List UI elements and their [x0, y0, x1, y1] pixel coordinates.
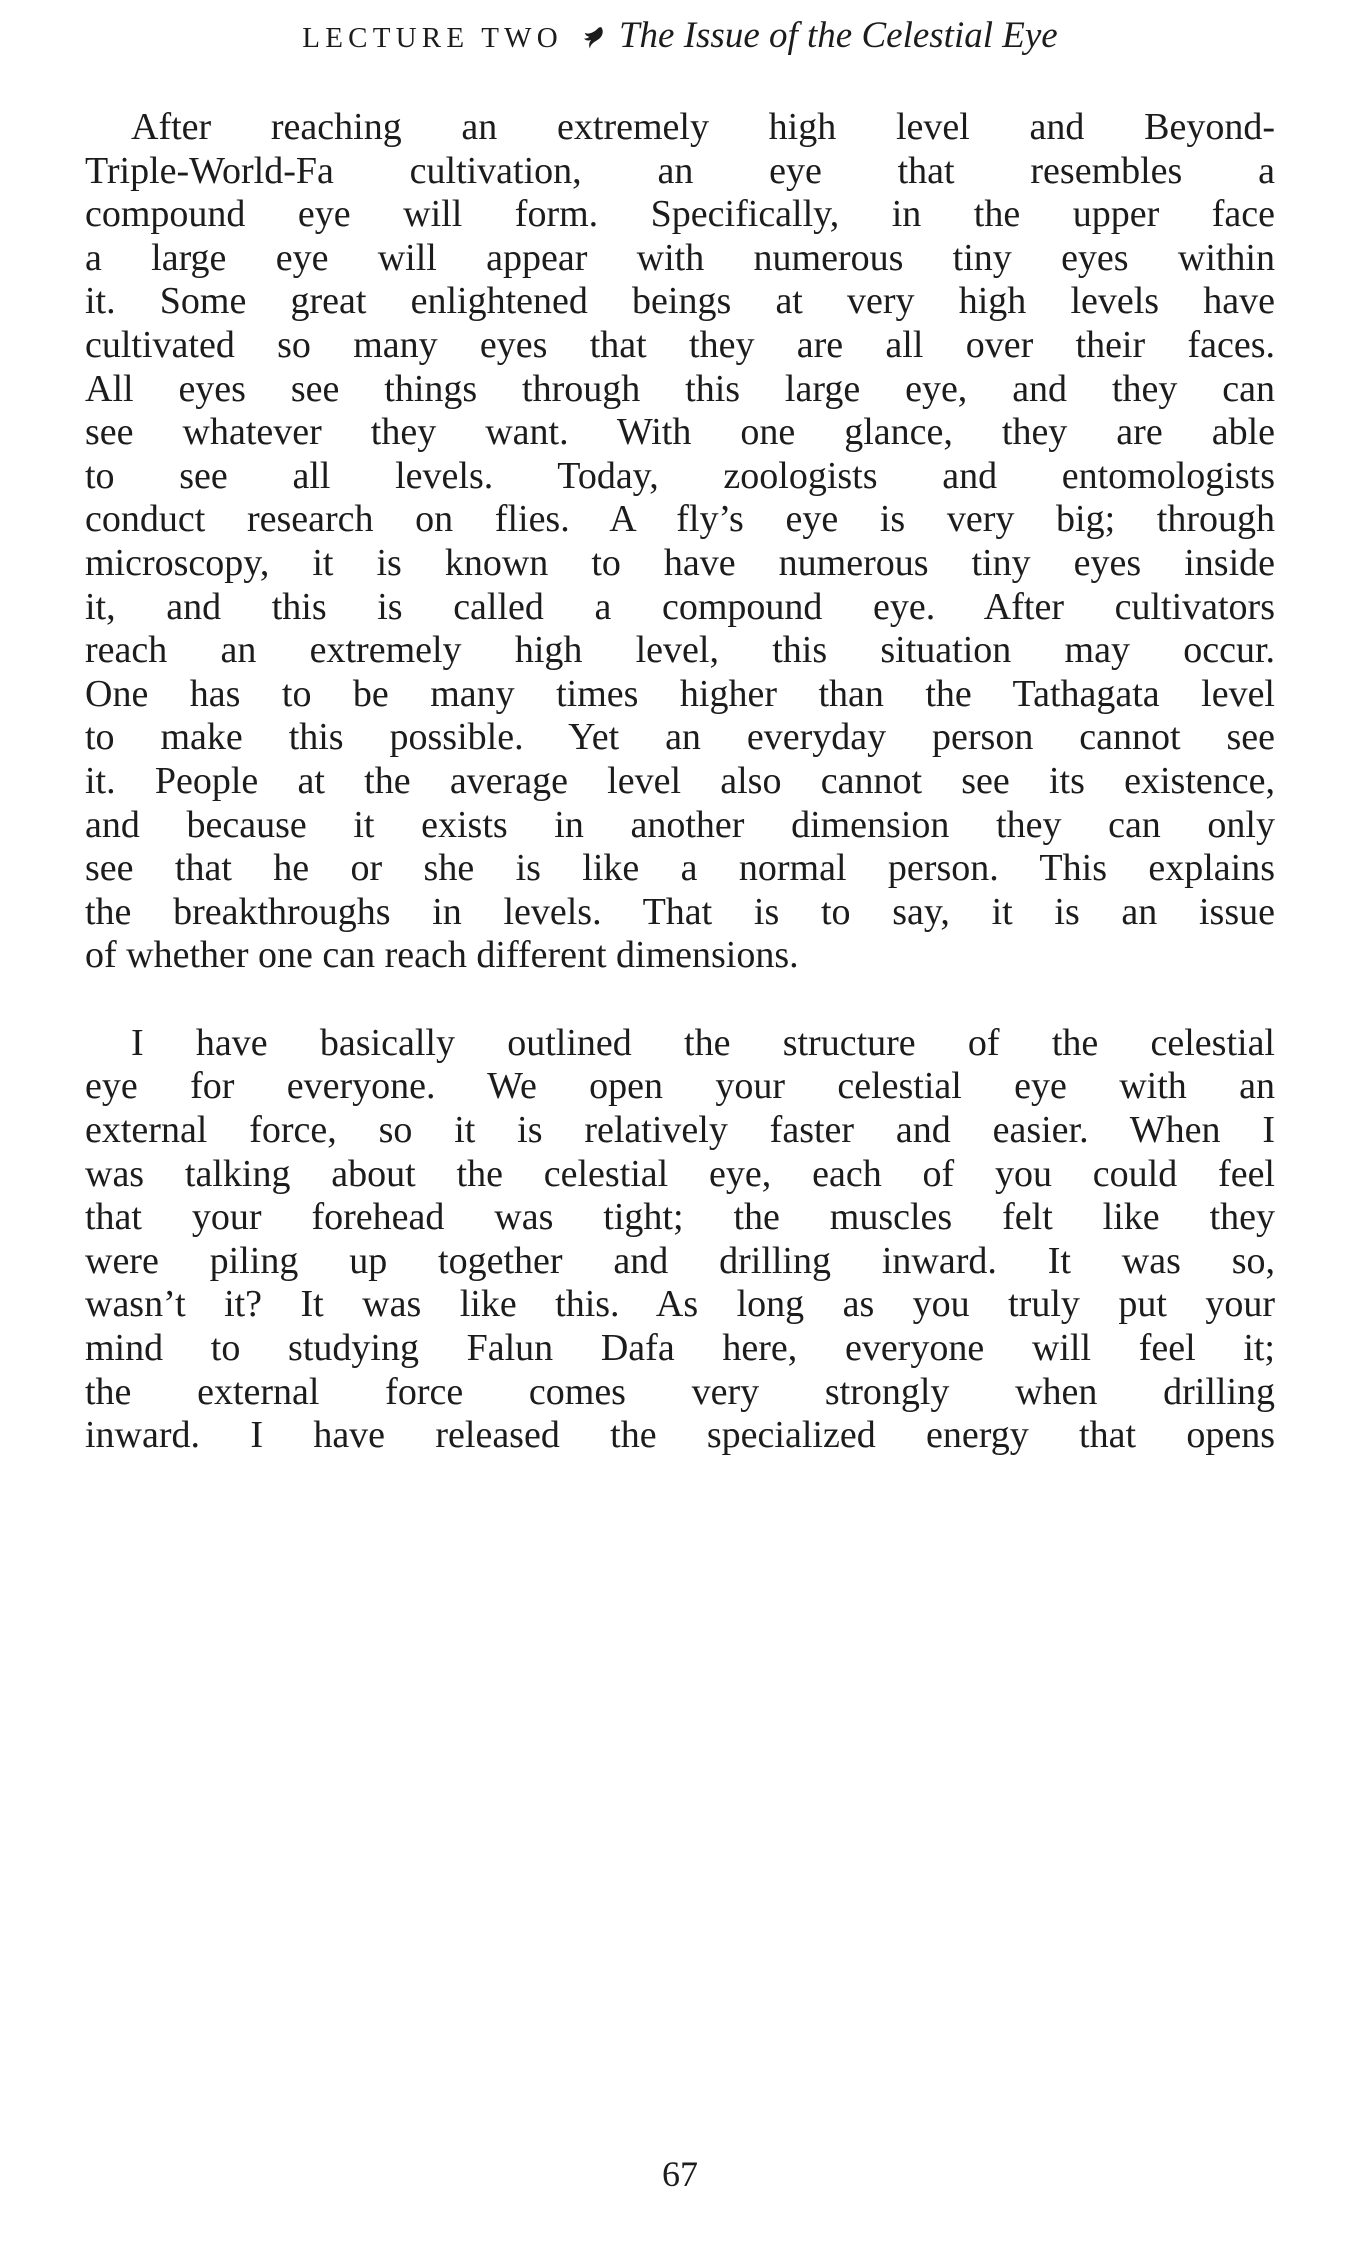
- text-line: a large eye will appear with numerous tiny eyes within: [85, 236, 1275, 279]
- text-line: to see all levels. Today, zoologists and entomologists: [85, 454, 1275, 497]
- text-line: of whether one can reach different dimensions.: [85, 934, 799, 977]
- lecture-label: LECTURE TWO: [302, 22, 563, 54]
- text-line: was talking about the celestial eye, each of you could feel: [85, 1152, 1275, 1195]
- chapter-title: The Issue of the Celestial Eye: [618, 15, 1058, 56]
- text-line: One has to be many times higher than the Tathagata level: [85, 672, 1275, 715]
- text-line: to make this possible. Yet an everyday person cannot see: [85, 716, 1275, 759]
- text-line: mind to studying Falun Dafa here, everyone will feel it;: [85, 1327, 1275, 1370]
- text-line: conduct research on flies. A fly’s eye is very big; through: [85, 498, 1275, 541]
- text-line: reach an extremely high level, this situation may occur.: [85, 629, 1275, 672]
- text-line: that your forehead was tight; the muscles felt like they: [85, 1196, 1275, 1239]
- text-line: the external force comes very strongly when drilling: [85, 1370, 1275, 1413]
- text-line: external force, so it is relatively faster and easier. When I: [85, 1109, 1275, 1152]
- text-line: Triple-World-Fa cultivation, an eye that resembles a: [85, 149, 1275, 192]
- text-line: the breakthroughs in levels. That is to say, it is an issue: [85, 890, 1275, 933]
- text-line: All eyes see things through this large eye, and they can: [85, 367, 1275, 410]
- text-line: I have basically outlined the structure of the celestial: [131, 1021, 1275, 1064]
- text-line: eye for everyone. We open your celestial eye with an: [85, 1065, 1275, 1108]
- text-line: inward. I have released the specialized energy that opens: [85, 1414, 1275, 1457]
- running-head: [0, 14, 1360, 57]
- paragraph: [85, 106, 1275, 978]
- text-line: After reaching an extremely high level and Beyond-: [131, 106, 1275, 148]
- text-line: it, and this is called a compound eye. After cultivators: [85, 585, 1275, 628]
- text-line: it. Some great enlightened beings at very high levels have: [85, 280, 1275, 323]
- page-number: 67: [662, 2154, 698, 2194]
- text-line: wasn’t it? It was like this. As long as you truly put your: [85, 1283, 1275, 1326]
- text-line: see whatever they want. With one glance, they are able: [85, 411, 1275, 454]
- text-line: it. People at the average level also cannot see its existence,: [85, 759, 1275, 802]
- hedera-leaf-icon: [581, 24, 605, 55]
- text-line: were piling up together and drilling inward. It was so,: [85, 1239, 1275, 1282]
- paragraph: [85, 1022, 1275, 1458]
- text-line: compound eye will form. Specifically, in the upper face: [85, 193, 1275, 236]
- text-block: [85, 106, 1275, 1502]
- text-line: cultivated so many eyes that they are all over their faces.: [85, 323, 1275, 366]
- text-line: and because it exists in another dimension they can only: [85, 803, 1275, 846]
- text-line: microscopy, it is known to have numerous tiny eyes inside: [85, 541, 1275, 584]
- text-line: see that he or she is like a normal person. This explains: [85, 847, 1275, 890]
